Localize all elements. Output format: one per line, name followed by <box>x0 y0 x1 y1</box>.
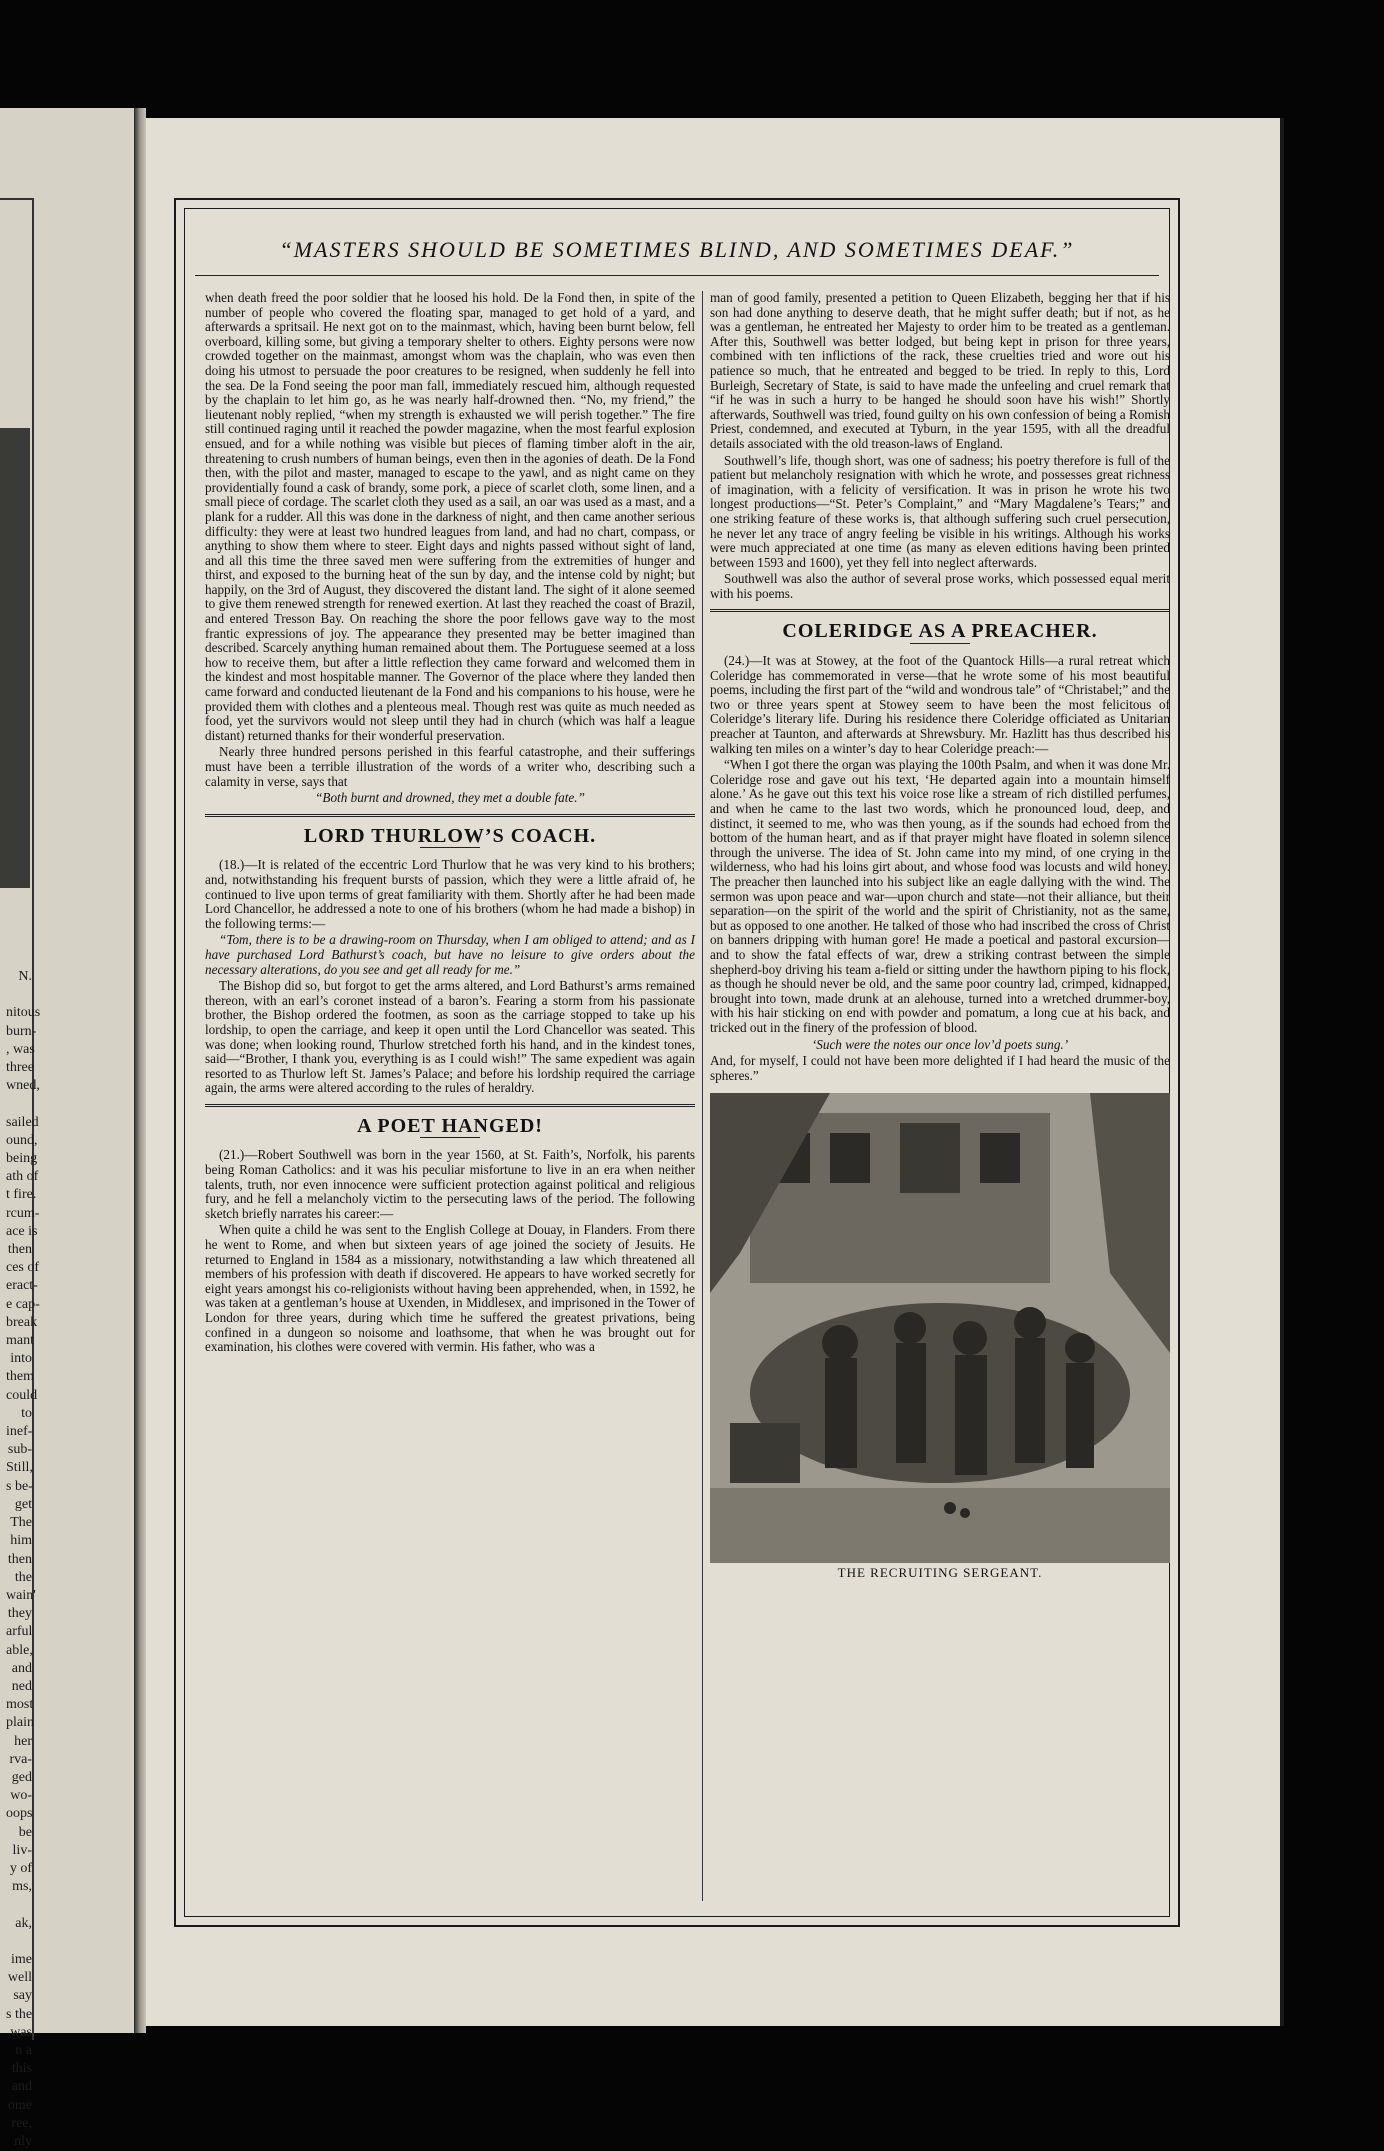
adjacent-page-line: liv- <box>12 1842 32 1858</box>
adjacent-page-line: wo- <box>10 1788 32 1804</box>
adjacent-page-line <box>6 986 32 1004</box>
adjacent-page-line: n a <box>15 2042 32 2058</box>
adjacent-page-line <box>6 1896 32 1914</box>
adjacent-page-line: , was <box>6 1041 35 1057</box>
adjacent-page-line: ome <box>7 2097 32 2113</box>
right-column <box>710 291 1170 1891</box>
book-gutter <box>134 108 146 2033</box>
title-rule <box>910 643 970 644</box>
adjacent-page-line: plain <box>6 1715 34 1731</box>
adjacent-page-line: eract- <box>6 1278 38 1294</box>
adjacent-page-text <box>6 968 41 2151</box>
adjacent-page-line: ace is <box>6 1223 38 1239</box>
adjacent-page-line: and <box>11 2079 32 2095</box>
adjacent-page-line: and <box>11 1660 32 1676</box>
adjacent-page-line: then <box>7 1242 32 1258</box>
section-title-coleridge: COLERIDGE AS A PREACHER. <box>782 620 1098 643</box>
title-rule <box>420 1137 480 1138</box>
article-paragraph: (18.)—It is related of the eccentric Lord Thurlow that he was very kind to his brothers; and, notwithstanding his frequent bursts of passion, which they were a little afraid of, he continued to live upon terms of great familiarity with them. Shortly after he had been made Lord Chancellor, he addressed a note to one of his brothers (whom he had made a bishop) in the following terms:— <box>205 857 695 931</box>
article-paragraph: Southwell’s life, though short, was one of sadness; his poetry therefore is full of the patient but melancholy resignation with which he wrote, and possesses great richness of imagination, with a felicity of versification. It was in prison he wrote his two longest productions—“St. Peter’s Complaint,” and “Mary Magdalene’s Tears;” and one striking feature of these works is, that although suffering such cruel persecution, he never let any trace of angry feeling be visible in his writings. Although his works were much appreciated at one time (as many as eleven editions having been printed between 1593 and 1600), yet they fell into neglect afterwards. <box>710 452 1170 570</box>
article-paragraph: when death freed the poor soldier that he loosed his hold. De la Fond then, in spite of the number of people who covered the floating spar, managed to get hold of a yard, and afterwards a spritsail. He next got on to the mainmast, which, having been burnt below, fell overboard, killing some, but giving a temporary shelter to others. Eighty persons were now crowded together on the mainmast, amongst whom was the chaplain, who was even then doing his utmost to persuade the poor creatures to be resigned, when suddenly he fell into the sea. De la Fond seeing the poor man fall, immediately rescued him, although requested by the chaplain to let him go, as he was nearly half-drowned then. “No, my friend,” the lieutenant nobly replied, “when my strength is exhausted we will perish together.” The fire still continued raging until it reached the powder magazine, when the most fearful explosion ensued, and for a while nothing was visible but pieces of flaming timber aloft in the air, threatening to crush numbers of human beings, even then in the agonies of death. De la Fond then, with the pilot and master, managed to escape to the yawl, and as night came on they providentially found a cask of brandy, some pork, a piece of scarlet cloth, some linen, and a small piece of cordage. The scarlet cloth they used as a sail, an oar was used as a mast, and a plank for a rudder. All this was done in the darkness of night, and then came another serious difficulty: they were at least two hundred leagues from land, and had no chart, compass, or anything to show them where to steer. Eight days and nights passed without sight of land, and all this time the three saved men were suffering from the extremities of hunger and thirst, and exposed to the burning heat of the sun by day, and the intense cold by night; but happily, on the 3rd of August, they discovered the distant land. The sight of it alone seemed to give them renewed strength for renewed exertion. At last they reached the coast of Brazil, and entered Tresson Bay. On reaching the shore the poor fellows gave way to the most frantic expressions of joy. The appearance they presented may be better imagined than described. Scarcely anything human remained about them. The Portuguese seemed at a loss how to receive them, but after a little reflection they came forward and welcomed them in the kindest and most hospitable manner. The Governor of the place where they landed then came forward and conducted lieutenant de la Fond and his companions to his house, were he provided them with clothes and a plenteous meal. Though rest was quite as much needed as food, yet the survivors would not sleep until they had in church (which was half a league distant) returned thanks for their wonderful preservation. <box>205 290 696 743</box>
section-rule <box>710 609 1170 612</box>
article-paragraph: When quite a child he was sent to the English College at Douay, in Flanders. From there he went to Rome, and when but sixteen years of age joined the society of Jesuits. He returned to England in 1584 as a missionary, notwithstanding a law which threatened all members of his profession with death if discovered. He appears to have worked secretly for eight years amongst his co-religionists without having been apprehended, when, in 1592, he was taken at a gentleman’s house at Uxenden, in Middlesex, and imprisoned in the Tower of London for three years, during which time he suffered the greatest privations, being confined in a dungeon so noisome and loathsome, that when he was brought out for examination, his clothes were covered with vermin. His father, who was a <box>205 1222 695 1355</box>
adjacent-page-line: sailed <box>6 1114 39 1130</box>
quoted-note: “Tom, there is to be a drawing-room on Thursday, when I am obliged to attend; and as I have purchased Lord Bathurst’s coach, but have no leisure to give orders about the necessary alterations, do you see and get all ready for me.” <box>205 932 695 977</box>
adjacent-page-line: e cap- <box>6 1296 40 1312</box>
adjacent-page-line: well <box>7 1970 32 1986</box>
page-frame <box>174 198 1180 1927</box>
adjacent-page-line: inef- <box>6 1424 33 1440</box>
adjacent-page-line: burn- <box>6 1023 37 1039</box>
adjacent-page-line: mant <box>6 1333 34 1349</box>
adjacent-page-line: rcum- <box>6 1205 40 1221</box>
adjacent-page-line: ned <box>11 1678 32 1694</box>
adjacent-page-line: they <box>7 1606 32 1622</box>
adjacent-page-line: be <box>18 1824 32 1840</box>
adjacent-page-line: The <box>10 1515 32 1531</box>
adjacent-page-line: him <box>10 1533 32 1549</box>
adjacent-page-line: s the <box>6 2006 33 2022</box>
adjacent-page-line <box>6 1933 32 1951</box>
adjacent-page-line: ged <box>11 1769 32 1785</box>
title-rule <box>420 847 480 848</box>
article-paragraph: (24.)—It was at Stowey, at the foot of the Quantock Hills—a rural retreat which Coleridge has commemorated in verse—that he wrote some of his most beautiful poems, including the first part of the “wild and wondrous tale” of “Christabel;” and the two or three years spent at Stowey seem to have been the most felicitous of Coleridge’s literary life. During his residence there Coleridge officiated as Unitarian preacher at Taunton, and afterwards at Shrewsbury. Mr. Hazlitt has thus described his walking ten miles on a winter’s day to hear Coleridge preach:— <box>710 653 1170 756</box>
article-paragraph: The Bishop did so, but forgot to get the arms altered, and Lord Bathurst’s arms remained thereon, with an earl’s coronet instead of a baron’s. Fearing a storm from his passionate brother, the Bishop ordered the footmen, as soon as the carriage stopped to take up his lordship, to open the carriage, and keep it open until the Lord Chancellor was seated. This was done; when looking round, Thurlow stretched forth his hand, and in the kindest tones, said—“Brother, I thank you, everything is as I could wish!” The same expedient was again resorted to as Thurlow left St. James’s Palace; and before his lordship required the carriage again, the arms were altered according to the rules of heraldry. <box>205 978 695 1096</box>
article-paragraph: Nearly three hundred persons perished in this fearful catastrophe, and their sufferings must have been a terrible illustration of the words of a writer who, describing such a calamity in verse, says that <box>205 744 695 789</box>
article-paragraph: man of good family, presented a petition to Queen Elizabeth, begging her that if his son had done anything to deserve death, that he might suffer death; but if not, as he was a gentleman, he entreated her Majesty to order him to be treated as a gentleman. After this, Southwell was better lodged, but being kept in prison for three years, combined with ten inflictions of the rack, these cruelties tried and wore out his patience so much, that he entreated and begged to be tried. In reply to this, Lord Burleigh, Secretary of State, is said to have made the unfeeling and cruel remark that “if he was in such a hurry to be hanged he should soon have his wish!” Shortly afterwards, Southwell was tried, found guilty on his own confession of being a Romish Priest, condemned, and executed at Tyburn, in the year 1595, with all the dreadful details associated with the old treason-laws of England. <box>710 290 1170 451</box>
adjacent-page-line: y of <box>9 1860 32 1876</box>
adjacent-page <box>0 108 142 2149</box>
adjacent-page-line: being <box>6 1151 38 1167</box>
adjacent-page-line: ound, <box>6 1132 38 1148</box>
article-paragraph: “When I got there the organ was playing the 100th Psalm, and when it was done Mr. Coleridge rose and gave out his text, ‘He departed again into a mountain himself alone.’ As he gave out this text his voice rose like a stream of rich distilled perfumes, and when he came to the last two words, which he pronounced loud, deep, and distinct, it seemed to me, who was then young, as if the sounds had echoed from the bottom of the human heart, and as if that prayer might have floated in solemn silence through the universe. The idea of St. John came into my mind, of one crying in the wilderness, who had his loins girt about, and whose food was locusts and wild honey. The preacher then launched into his subject like an eagle dallying with the wind. The sermon was upon peace and war—upon church and state—not their alliance, but their separation—on the spirit of the world and the spirit of Christianity, not as the same, but as opposed to one another. He talked of those who had inscribed the cross of Christ on banners dripping with human gore! He made a poetical and pastoral excursion—and to show the fatal effects of war, drew a striking contrast between the simple shepherd-boy driving his team a-field or sitting under the hawthorn piping to his flock, as though he should never be old, and the same poor country lad, crimped, kidnapped, brought into town, made drunk at an alehouse, turned into a wretched drummer-boy, with his hair sticking on end with powder and pomatum, a long cue at his back, and tricked out in the finery of the profession of blood. <box>710 757 1170 1035</box>
engraving-caption: THE RECRUITING SERGEANT. <box>837 1565 1043 1581</box>
section-rule <box>205 814 695 817</box>
adjacent-page-line: her <box>14 1733 32 1749</box>
adjacent-page-line: them <box>6 1369 34 1385</box>
adjacent-page-line: get <box>14 1496 32 1512</box>
adjacent-page-line: ces of <box>6 1260 40 1276</box>
adjacent-page-line: to <box>21 1405 32 1421</box>
verse-quote: ‘Such were the notes our once lov’d poets sung.’ <box>811 1036 1069 1052</box>
adjacent-page-line: rva- <box>9 1751 32 1767</box>
page-header: “MASTERS SHOULD BE SOMETIMES BLIND, AND SOMETIMES DEAF.” <box>279 237 1075 262</box>
article-paragraph: And, for myself, I could not have been more delighted if I had heard the music of the spheres.” <box>710 1053 1170 1083</box>
article-paragraph: (21.)—Robert Southwell was born in the year 1560, at St. Faith’s, Norfolk, his parents being Roman Catholics: and it was his peculiar misfortune to live in an era when neither talents, truth, nor even innocence were sufficient protection against political and religious fury, and he fell a melancholy victim to the persecuting laws of the period. The following sketch briefly narrates his career:— <box>205 1147 695 1221</box>
adjacent-page-line <box>6 1095 32 1113</box>
adjacent-page-line: break <box>6 1314 38 1330</box>
adjacent-page-illustration <box>0 428 30 888</box>
adjacent-page-line: ak, <box>15 1915 32 1931</box>
adjacent-page-line: oops <box>6 1806 33 1822</box>
adjacent-page-line: able, <box>6 1642 33 1658</box>
adjacent-page-line: ath of <box>6 1169 39 1185</box>
adjacent-page-line: was <box>10 2024 32 2040</box>
adjacent-page-line: ms, <box>12 1879 32 1895</box>
adjacent-page-line: then <box>7 1551 32 1567</box>
page-frame-inner <box>184 208 1170 1917</box>
engraving-image <box>710 1093 1170 1563</box>
adjacent-page-line: ree, <box>11 2115 32 2131</box>
adjacent-page-line: this <box>11 2061 32 2077</box>
adjacent-page-line: t fire. <box>6 1187 37 1203</box>
page-edge <box>1280 118 1284 2026</box>
section-title-poet: A POET HANGED! <box>357 1114 543 1137</box>
column-divider <box>702 291 703 1901</box>
adjacent-page-line: ime <box>11 1951 32 1967</box>
adjacent-page-line: the <box>14 1569 32 1585</box>
article-paragraph: Southwell was also the author of several prose works, which possessed equal merit with his poems. <box>710 571 1170 601</box>
section-title-thurlow: LORD THURLOW’S COACH. <box>303 824 597 847</box>
newspaper-page <box>146 118 1284 2026</box>
adjacent-page-line: could <box>6 1387 38 1403</box>
adjacent-page-line: nitous <box>6 1005 41 1021</box>
recruiting-sergeant-engraving <box>710 1093 1170 1563</box>
adjacent-page-line: wned, <box>6 1078 40 1094</box>
left-column <box>205 291 695 1891</box>
adjacent-page-line: most <box>6 1697 34 1713</box>
adjacent-page-line: wain' <box>6 1587 36 1603</box>
adjacent-page-line: N. <box>18 969 32 984</box>
adjacent-page-line: sub- <box>7 1442 32 1458</box>
header-rule <box>195 275 1159 276</box>
verse-quote: “Both burnt and drowned, they met a double fate.” <box>315 790 585 806</box>
section-rule <box>205 1104 695 1107</box>
adjacent-page-line: say <box>13 1988 32 2004</box>
adjacent-page-line: into <box>10 1351 32 1367</box>
adjacent-page-line: nly <box>14 2134 32 2149</box>
adjacent-page-line: three <box>6 1060 34 1076</box>
adjacent-page-line: s be- <box>6 1478 33 1494</box>
adjacent-page-line: Still, <box>6 1460 33 1476</box>
adjacent-page-line: arful <box>6 1624 33 1640</box>
